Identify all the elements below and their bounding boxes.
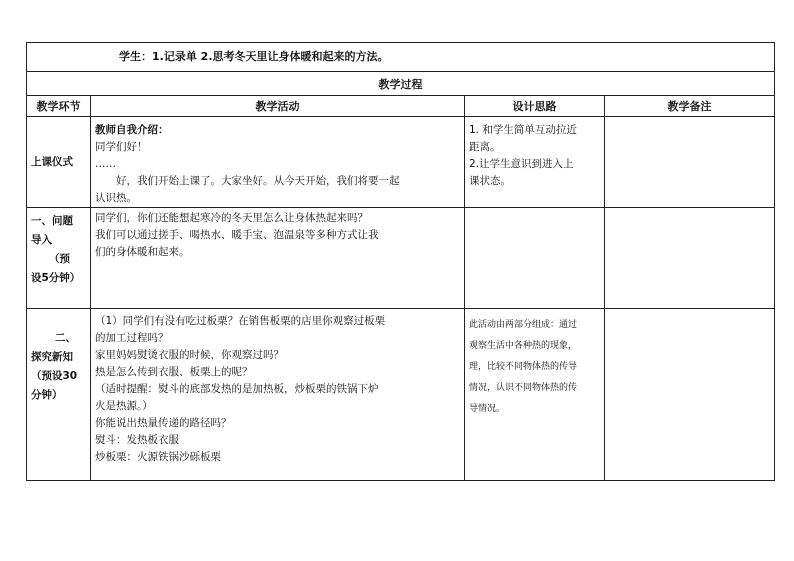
lesson-plan-table xyxy=(26,42,775,481)
stage-label: 上课仪式 xyxy=(31,155,73,168)
col-header-design: 设计思路 xyxy=(465,96,605,117)
design-line: 导情况。 xyxy=(469,404,506,414)
student-prep-row xyxy=(27,43,775,72)
activity-line: 家里妈妈熨烫衣服的时候，你观察过吗？ xyxy=(95,349,284,361)
design-cell-intro xyxy=(465,208,605,309)
activity-cell-explore xyxy=(91,309,465,481)
activity-line: 熨斗：发热板衣服 xyxy=(95,434,179,446)
design-line: 2.让学生意识到进入上 xyxy=(469,158,574,170)
design-line: 距离。 xyxy=(469,141,501,153)
activity-line: …… xyxy=(95,158,116,170)
activity-cell-opening xyxy=(91,117,465,208)
section-title: 教学过程 xyxy=(27,72,775,96)
design-line: 理，比较不同物体热的传导 xyxy=(469,362,578,372)
stage-label: 二、 xyxy=(55,332,76,344)
stage-label: 一、问题 xyxy=(31,215,73,227)
notes-cell-intro xyxy=(605,208,775,309)
stage-label: 设5分钟） xyxy=(31,272,81,284)
col-header-stage: 教学环节 xyxy=(27,96,91,117)
design-line: 观察生活中各种热的现象， xyxy=(469,341,578,351)
notes-cell-opening xyxy=(605,117,775,208)
stage-label: 探究新知 xyxy=(31,351,73,363)
activity-line: 好，我们开始上课了。大家坐好。从今天开始，我们将要一起 xyxy=(95,175,400,187)
stage-label: （预设30 xyxy=(31,370,78,382)
stage-cell-opening xyxy=(27,117,91,208)
activity-line: 你能说出热量传递的路径吗？ xyxy=(95,417,232,429)
activity-line: 们的身体暖和起来。 xyxy=(95,246,190,258)
student-prep-text: 学生：1.记录单 2.思考冬天里让身体暖和起来的方法。 xyxy=(119,50,389,63)
design-line: 此活动由两部分组成：通过 xyxy=(469,320,578,330)
design-line: 情况，认识不同物体热的传 xyxy=(469,383,578,393)
col-header-activity: 教学活动 xyxy=(91,96,465,117)
activity-line: 火是热源。） xyxy=(95,400,153,412)
activity-line: 我们可以通过搓手、喝热水、暖手宝、泡温泉等多种方式让我 xyxy=(95,229,379,241)
activity-line: 同学们好！ xyxy=(95,141,148,153)
notes-cell-explore xyxy=(605,309,775,481)
design-cell-explore xyxy=(465,309,605,481)
design-line: 课状态。 xyxy=(469,175,511,187)
activity-cell-intro xyxy=(91,208,465,309)
activity-line: 教师自我介绍： xyxy=(95,124,169,136)
activity-line: （适时提醒：熨斗的底部发热的是加热板，炒板栗的铁锅下炉 xyxy=(95,383,379,395)
activity-line: 的加工过程吗？ xyxy=(95,332,169,344)
activity-line: 热是怎么传到衣服、板栗上的呢？ xyxy=(95,366,253,378)
stage-label: 导入 xyxy=(31,234,52,246)
stage-label: 分钟） xyxy=(31,389,63,401)
design-cell-opening xyxy=(465,117,605,208)
col-header-notes: 教学备注 xyxy=(605,96,775,117)
stage-cell-intro xyxy=(27,208,91,309)
activity-line: （1）同学们有没有吃过板栗？在销售板栗的店里你观察过板栗 xyxy=(95,315,386,327)
design-line: 1. 和学生简单互动拉近 xyxy=(469,124,577,136)
activity-line: 同学们，你们还能想起寒冷的冬天里怎么让身体热起来吗？ xyxy=(95,212,368,224)
stage-label: （预 xyxy=(49,253,70,265)
activity-line: 炒板栗：火源铁锅沙砾板栗 xyxy=(95,451,221,463)
stage-cell-explore xyxy=(27,309,91,481)
activity-line: 认识热。 xyxy=(95,192,137,204)
